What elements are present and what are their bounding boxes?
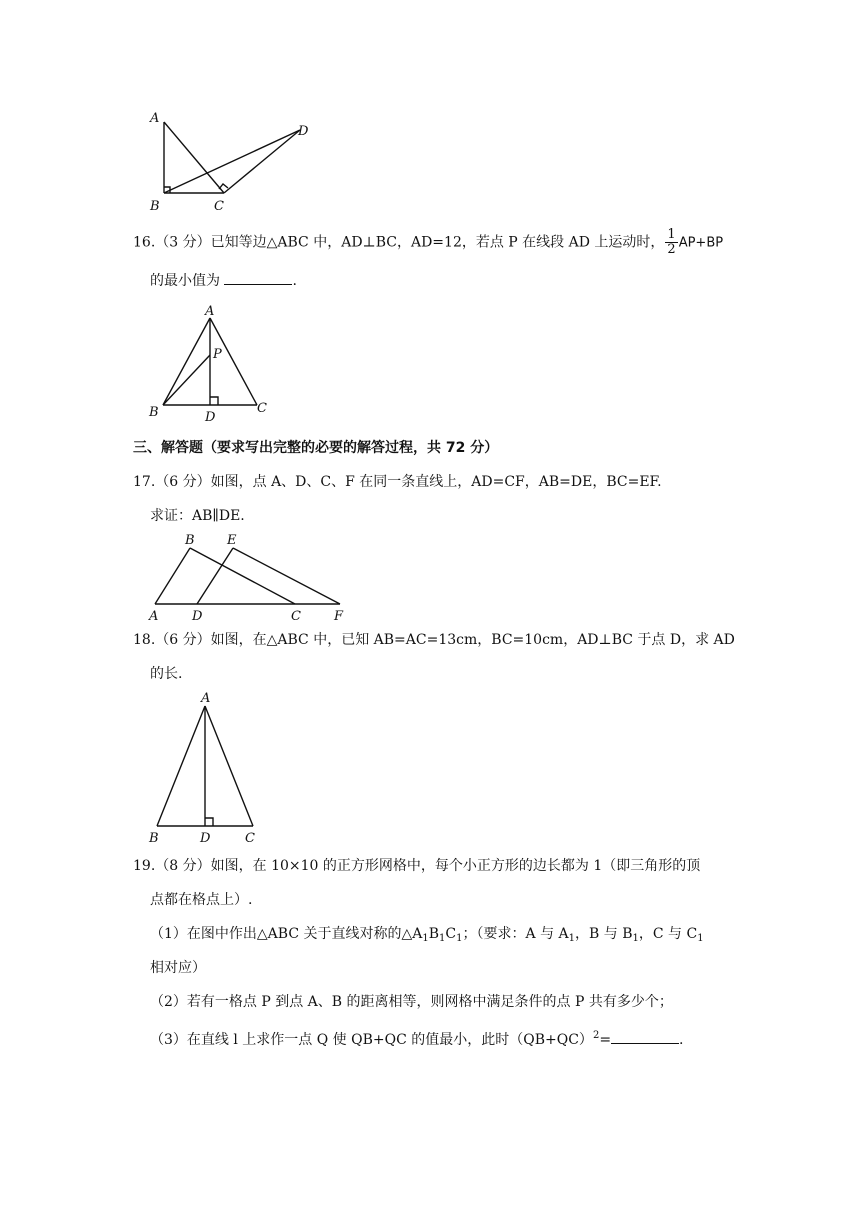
question-17-line-2: 求证：AB∥DE.: [150, 508, 245, 524]
figure-q17: [145, 532, 355, 624]
subscript: 1: [568, 933, 576, 944]
fraction-denominator: 2: [667, 242, 676, 257]
subscript: 1: [632, 933, 639, 944]
answer-blank-16[interactable]: [224, 270, 292, 285]
label-c: C: [291, 609, 301, 624]
question-19-part-1: [150, 924, 704, 949]
part-1-text-a: （1）在图中作出△ABC 关于直线对称的△A: [150, 926, 423, 942]
answer-blank-19[interactable]: [611, 1029, 679, 1044]
segment-bd: [164, 130, 300, 193]
label-b: B: [185, 533, 195, 548]
question-19-line-1: 19.（8 分）如图，在 10×10 的正方形网格中，每个小正方形的边长都为 1（即三角形的顶: [133, 858, 701, 874]
label-a: A: [201, 691, 211, 706]
segment-bc: [190, 548, 295, 604]
segment-ac: [164, 122, 224, 193]
label-d: D: [192, 609, 203, 624]
question-16-text-2: 的最小值为: [150, 273, 220, 289]
segment-ab: [155, 548, 190, 604]
part-3-text-b: =: [599, 1032, 612, 1048]
question-16-line-2: [150, 270, 297, 291]
part-3-text-a: （3）在直线 l 上求作一点 Q 使 QB+QC 的值最小，此时（QB+QC）: [150, 1032, 593, 1048]
figure-q15: [140, 105, 320, 215]
label-c: C: [257, 401, 267, 416]
part-1-text-b: B: [428, 926, 440, 942]
figure-q18: [145, 690, 270, 850]
right-angle-mark-d: [205, 818, 213, 826]
fraction-one-half: [665, 228, 677, 257]
label-b: B: [150, 199, 160, 214]
part-1-text-c: C: [445, 926, 457, 942]
label-c: C: [214, 199, 224, 214]
label-c: C: [245, 831, 255, 846]
question-18-line-1: 18.（6 分）如图，在△ABC 中，已知 AB=AC=13cm，BC=10cm，AD⊥BC 于点 D，求 AD: [133, 632, 735, 648]
superscript: 2: [592, 1030, 600, 1041]
question-19-line-2: 点都在格点上）.: [150, 892, 253, 908]
section-3-heading: 三、解答题（要求写出完整的必要的解答过程，共 72 分）: [133, 440, 499, 456]
label-b: B: [149, 405, 159, 420]
period: .: [679, 1032, 684, 1048]
question-16-expression: AP+BP: [678, 235, 724, 251]
segment-ef: [233, 548, 340, 604]
label-a: A: [149, 609, 159, 624]
question-18-line-2: 的长.: [150, 666, 183, 682]
period: .: [292, 273, 297, 289]
label-f: F: [334, 609, 344, 624]
subscript: 1: [439, 933, 446, 944]
figure-q16: [145, 300, 275, 425]
question-16-text: 16.（3 分）已知等边△ABC 中，AD⊥BC，AD=12，若点 P 在线段 AD 上运动时，: [133, 234, 665, 251]
label-b: B: [149, 831, 159, 846]
label-d: D: [205, 410, 216, 425]
label-a: A: [205, 304, 215, 319]
label-p: P: [213, 347, 222, 362]
label-d: D: [298, 124, 309, 139]
subscript: 1: [456, 933, 463, 944]
question-19-part-1-line-2: 相对应）: [150, 960, 206, 976]
question-19-part-2: （2）若有一格点 P 到点 A、B 的距离相等，则网格中满足条件的点 P 共有多少个；: [150, 994, 673, 1010]
part-1-text-f: ，C 与 C: [638, 926, 698, 942]
subscript: 1: [697, 933, 704, 944]
label-a: A: [150, 111, 160, 126]
fraction-numerator: 1: [667, 227, 676, 242]
segment-ab: [157, 706, 205, 826]
right-angle-mark-d: [210, 397, 218, 405]
question-17-line-1: 17.（6 分）如图，点 A、D、C、F 在同一条直线上，AD=CF，AB=DE，BC=EF.: [133, 474, 662, 490]
segment-de: [197, 548, 233, 604]
part-1-text-e: ，B 与 B: [575, 926, 633, 942]
question-16-line-1: [133, 228, 723, 257]
segment-cd: [224, 130, 300, 193]
part-1-text-d: ；（要求：A 与 A: [462, 926, 569, 942]
question-19-part-3: [150, 1026, 684, 1050]
subscript: 1: [422, 933, 429, 944]
label-e: E: [227, 533, 237, 548]
segment-ac: [205, 706, 253, 826]
right-angle-mark-c: [219, 184, 228, 189]
label-d: D: [200, 831, 211, 846]
